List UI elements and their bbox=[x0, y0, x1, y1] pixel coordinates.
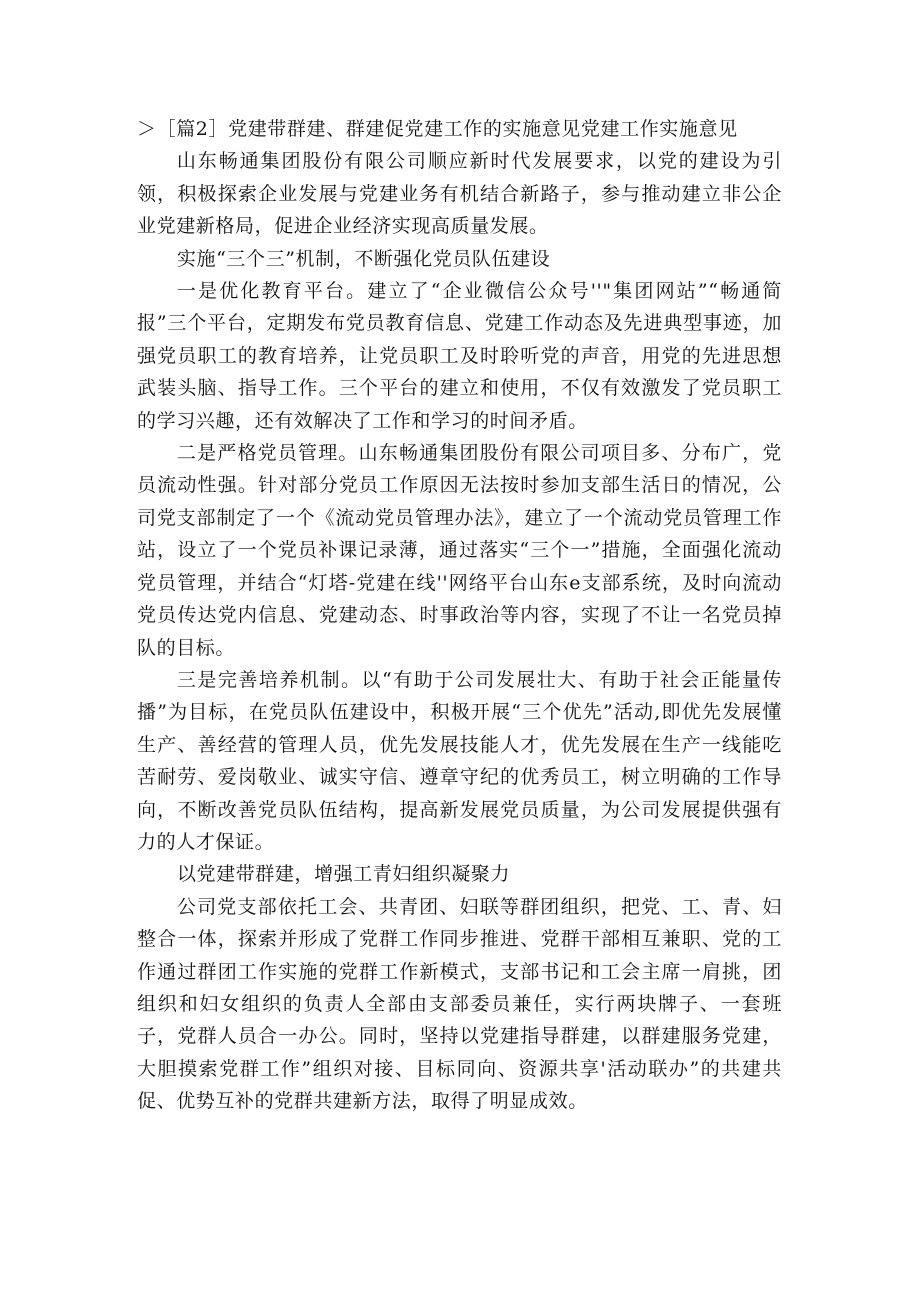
paragraph-intro: 山东畅通集团股份有限公司顺应新时代发展要求，以党的建设为引领，积极探索企业发展与党建业务有机结合新路子，参与推动建立非公企业党建新格局，促进企业经济实现高质量发展。 bbox=[137, 150, 782, 238]
document-page bbox=[137, 113, 782, 1118]
paragraph-training-mechanism: 三是完善培养机制。以“有助于公司发展壮大、有助于社会正能量传播”为目标，在党员队伍建设中，积极开展“三个优先”活动,即优先发展懂生产、善经营的管理人员，优先发展技能人才，优先发展在生产一线能吃苦耐劳、爱岗敬业、诚实守信、遵章守纪的优秀员工，树立明确的工作导向，不断改善党员队伍结构，提高新发展党员质量，为公司发展提供强有力的人才保证。 bbox=[137, 668, 782, 853]
section-heading-mass-organizations: 以党建带群建，增强工青妇组织凝聚力 bbox=[176, 863, 511, 886]
paragraph-mass-organizations: 公司党支部依托工会、共青团、妇联等群团组织，把党、工、青、妇整合一体，探索并形成了党群工作同步推进、党群干部相互兼职、党的工作通过群团工作实施的党群工作新模式，支部书记和工会主席一肩挑，团组织和妇女组织的负责人全部由支部委员兼任，实行两块牌子、一套班子，党群人员合一办公。同时，坚持以党建指导群建，以群建服务党建，大胆摸索党群工作”组织对接、目标同向、资源共享'活动联办”的共建共促、优势互补的党群共建新方法，取得了明显成效。 bbox=[137, 895, 782, 1113]
paragraph-member-management: 二是严格党员管理。山东畅通集团股份有限公司项目多、分布广，党员流动性强。针对部分党员工作原因无法按时参加支部生活日的情况，公司党支部制定了一个《流动党员管理办法》，建立了一个流动党员管理工作站，设立了一个党员补课记录薄，通过落实“三个一”措施，全面强化流动党员管理，并结合“灯塔-党建在线''网络平台山东e支部系统，及时向流动党员传达党内信息、党建动态、时事政治等内容，实现了不让一名党员掉队的目标。 bbox=[137, 442, 782, 659]
paragraph-education-platform: 一是优化教育平台。建立了“企业微信公众号''"集团网站”“畅通简报”三个平台，定期发布党员教育信息、党建工作动态及先进典型事迹，加强党员职工的教育培养，让党员职工及时聆听党的声音，用党的先进思想武装头脑、指导工作。三个平台的建立和使用，不仅有效激发了党员职工的学习兴趣，还有效解决了工作和学习的时间矛盾。 bbox=[137, 280, 782, 432]
section-heading-party-members: 实施“三个三”机制，不断强化党员队伍建设 bbox=[176, 247, 551, 270]
document-title: ＞［篇2］党建带群建、群建促党建工作的实施意见党建工作实施意见 bbox=[137, 118, 738, 140]
